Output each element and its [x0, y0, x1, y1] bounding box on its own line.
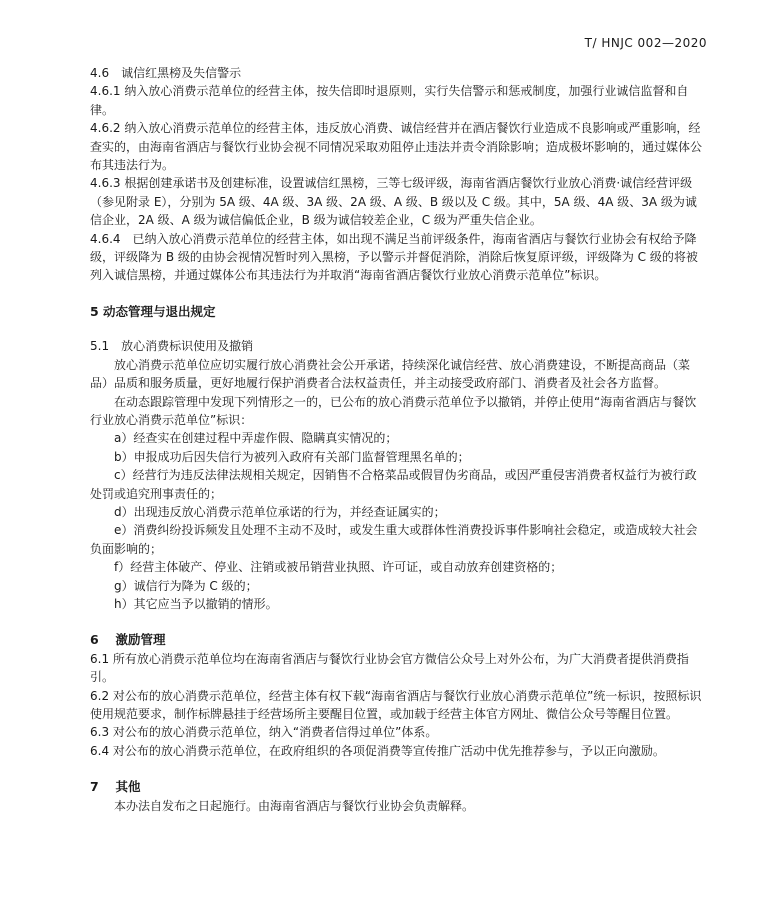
- list-item: g）诚信行为降为 C 级的；: [114, 578, 258, 593]
- clause-4-6-2: 4.6.2 纳入放心消费示范单位的经营主体，违反放心消费、诚信经营并在酒店餐饮行业造成不良影响或严重影响，经查实的，由海南省酒店与餐饮行业协会视不同情况采取劝阻停止违法并责令消除影响；造成极坏影响的，通过媒体公布其违法行为。: [90, 121, 703, 173]
- section-5-title: 5 动态管理与退出规定: [90, 303, 216, 319]
- list-item: c）经营行为违反法律法规相关规定，因销售不合格菜品或假冒伪劣商品，或因严重侵害消费者权益行为被行政处罚或追究刑事责任的；: [90, 468, 697, 501]
- clause-4-6-3: 4.6.3 根据创建承诺书及创建标准，设置诚信红黑榜，三等七级评级，海南省酒店餐饮行业放心消费·诚信经营评级（参见附录 E），分别为 5A 级、4A 级、3A 级、2A 级、A 级、B 级以及 C 级。其中，5A 级、4A 级、3A 级为诚信企业，2A 级、A 级为诚信偏低企业，B 级为诚信较差企业，C 级为严重失信企业。: [90, 176, 697, 228]
- list-item: a）经查实在创建过程中弄虚作假、隐瞒真实情况的；: [114, 431, 398, 446]
- section-5-1-title: 5.1 放心消费标识使用及撤销: [90, 339, 254, 354]
- section-7-title: 7 其他: [90, 779, 141, 795]
- list-item: f）经营主体破产、停业、注销或被吊销营业执照、许可证，或自动放弃创建资格的；: [114, 560, 563, 575]
- section-7-text: 本办法自发布之日起施行。由海南省酒店与餐饮行业协会负责解释。: [114, 798, 475, 813]
- section-5-1-lead: 在动态跟踪管理中发现下列情形之一的，已公布的放心消费示范单位予以撤销，并停止使用“海南省酒店与餐饮行业放心消费示范单位”标识：: [90, 394, 697, 427]
- standard-number: T/ HNJC 002—2020: [584, 36, 707, 50]
- section-5-1-intro: 放心消费示范单位应切实履行放心消费社会公开承诺，持续深化诚信经营、放心消费建设，不断提高商品（菜品）品质和服务质量，更好地履行保护消费者合法权益责任，并主动接受政府部门、消费者及社会各方监督。: [90, 357, 691, 391]
- list-item: h）其它应当予以撤销的情形。: [114, 596, 278, 611]
- list-item: d）出现违反放心消费示范单位承诺的行为，并经查证属实的；: [114, 504, 446, 519]
- clause-6-4: 6.4 对公布的放心消费示范单位，在政府组织的各项促消费等宣传推广活动中优先推荐参与，予以正向激励。: [90, 743, 665, 758]
- clause-4-6-4: 4.6.4 已纳入放心消费示范单位的经营主体，如出现不满足当前评级条件，海南省酒店与餐饮行业协会有权给予降级，评级降为 B 级的由协会视情况暂时列入黑榜，予以警示并督促消除，消除后恢复原评级，评级降为 C 级的将被列入诚信黑榜，并通过媒体公布其违法行为并取消“海南省酒店餐饮行业放心消费示范单位”标识。: [90, 231, 698, 283]
- document-body: [90, 64, 702, 815]
- clause-6-2: 6.2 对公布的放心消费示范单位，经营主体有权下载“海南省酒店与餐饮行业放心消费示范单位”统一标识，按照标识使用规范要求，制作标牌悬挂于经营场所主要醒目位置，或加载于经营主体官方网址、微信公众号等醒目位置。: [90, 688, 702, 721]
- section-6-title: 6 激励管理: [90, 632, 166, 648]
- clause-6-3: 6.3 对公布的放心消费示范单位，纳入“消费者信得过单位”体系。: [90, 725, 438, 740]
- list-item: e）消费纠纷投诉频发且处理不主动不及时，或发生重大或群体性消费投诉事件影响社会稳定，或造成较大社会负面影响的；: [90, 523, 698, 556]
- section-4-6-title: 4.6 诚信红黑榜及失信警示: [90, 66, 242, 80]
- clause-4-6-1: 4.6.1 纳入放心消费示范单位的经营主体，按失信即时退原则，实行失信警示和惩戒制度，加强行业诚信监督和自律。: [90, 84, 689, 117]
- list-item: b）申报成功后因失信行为被列入政府有关部门监督管理黑名单的；: [114, 449, 470, 464]
- clause-6-1: 6.1 所有放心消费示范单位均在海南省酒店与餐饮行业协会官方微信公众号上对外公布，为广大消费者提供消费指引。: [90, 651, 689, 685]
